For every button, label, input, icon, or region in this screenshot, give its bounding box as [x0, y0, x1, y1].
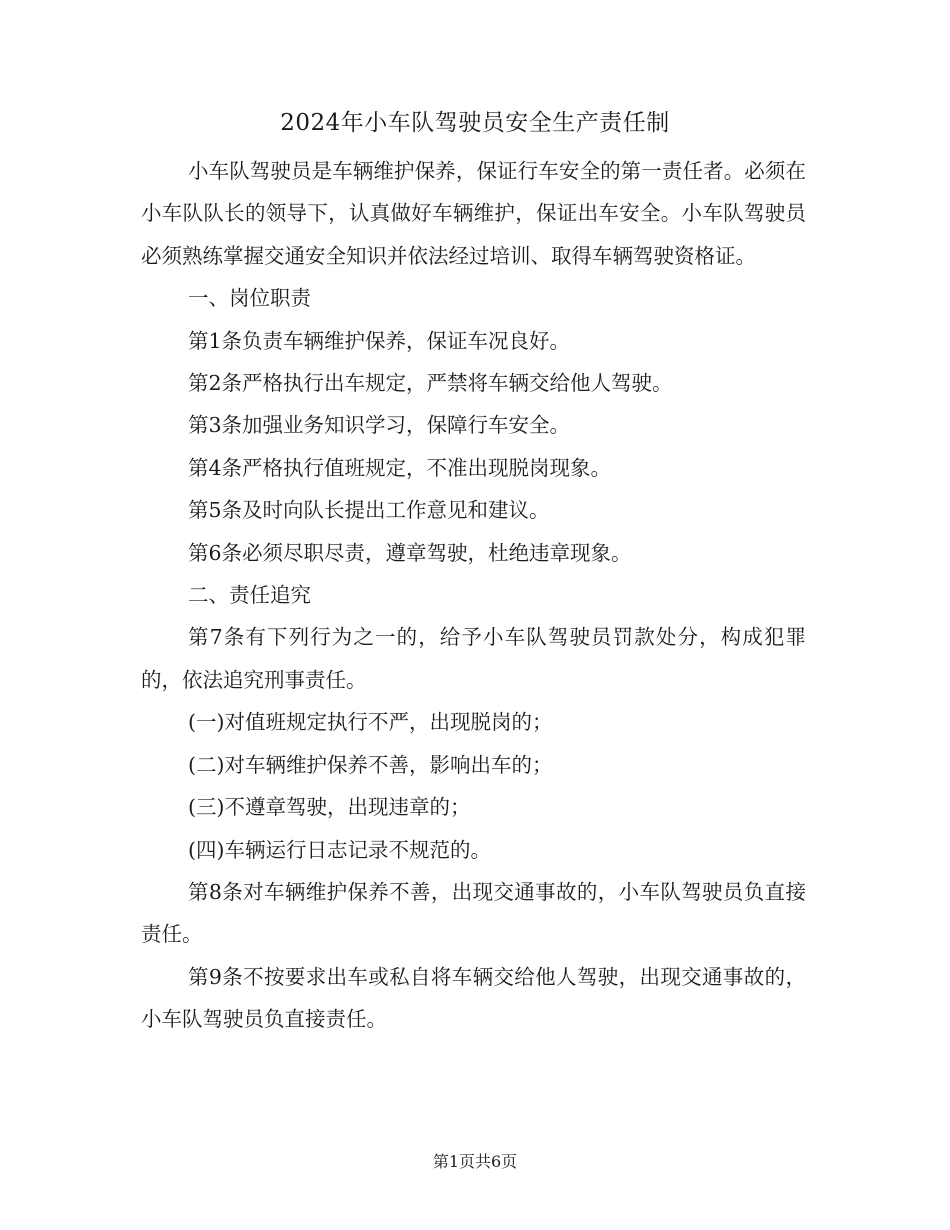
article-7-item-4: (四)车辆运行日志记录不规范的。 [188, 837, 491, 862]
intro-paragraph: 小车队驾驶员是车辆维护保养，保证行车安全的第一责任者。必须在小车队队长的领导下，认真做好车辆维护，保证出车安全。小车队驾驶员必须熟练掌握交通安全知识并依法经过培训、取得车辆驾驶资格证。 [141, 159, 806, 268]
section-heading-duties: 一、岗位职责 [188, 286, 311, 311]
article-2: 第2条严格执行出车规定，严禁将车辆交给他人驾驶。 [188, 371, 673, 396]
document-body [141, 150, 806, 1041]
article-6: 第6条必须尽职尽责，遵章驾驶，杜绝违章现象。 [188, 540, 632, 565]
article-7-item-1: (一)对值班规定执行不严，出现脱岗的； [188, 710, 553, 735]
section-heading-accountability: 二、责任追究 [188, 583, 311, 608]
article-8: 第8条对车辆维护保养不善，出现交通事故的，小车队驾驶员负直接责任。 [141, 879, 806, 947]
page-number-footer: 第1页共6页 [432, 1152, 518, 1171]
article-5: 第5条及时向队长提出工作意见和建议。 [188, 498, 550, 523]
article-1: 第1条负责车辆维护保养，保证车况良好。 [188, 328, 571, 353]
article-7-item-3: (三)不遵章驾驶，出现违章的； [188, 795, 471, 820]
article-4: 第4条严格执行值班规定，不准出现脱岗现象。 [188, 455, 612, 480]
article-3: 第3条加强业务知识学习，保障行车安全。 [188, 413, 571, 438]
article-7: 第7条有下列行为之一的，给予小车队驾驶员罚款处分，构成犯罪的，依法追究刑事责任。 [141, 625, 806, 692]
document-title: 2024年小车队驾驶员安全生产责任制 [280, 110, 670, 136]
article-7-item-2: (二)对车辆维护保养不善，影响出车的； [188, 752, 553, 777]
article-9: 第9条不按要求出车或私自将车辆交给他人驾驶，出现交通事故的，小车队驾驶员负直接责任。 [141, 964, 806, 1032]
